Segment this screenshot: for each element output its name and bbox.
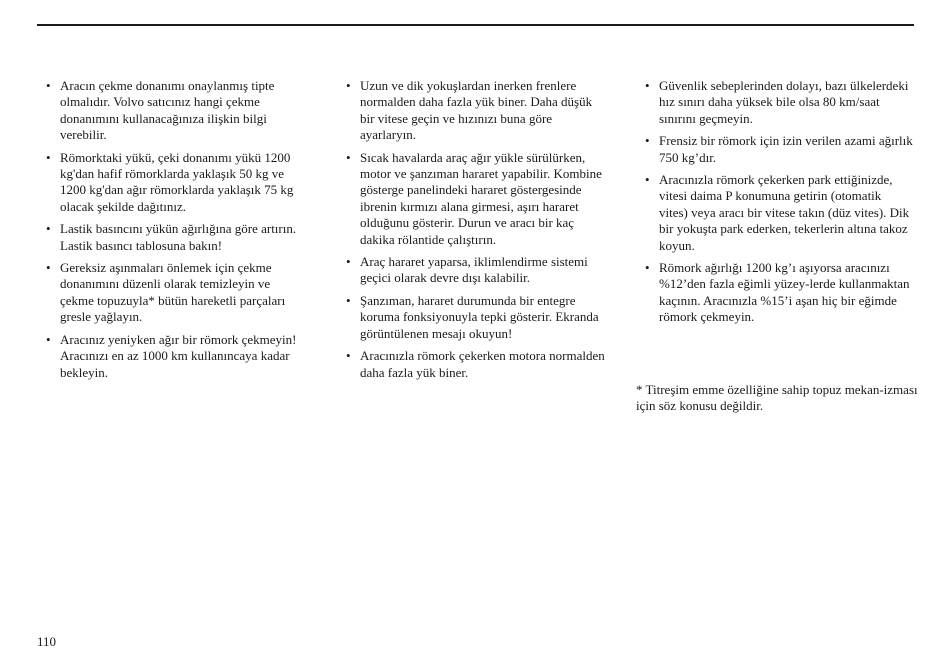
bullet-list (344, 78, 606, 381)
list-item: • Römorktaki yükü, çeki donanımı yükü 1200 kg'dan hafif römorklarda yaklaşık 50 kg ve 1200 kg'dan ağır römorklarda yaklaşık 75 kg olacak şekilde dağıtınız. (44, 150, 306, 216)
list-item: • Uzun ve dik yokuşlardan inerken frenlere normalden daha fazla yük biner. Daha düşük bir vitese geçin ve hızınızı buna göre ayarlaryın. (344, 78, 606, 144)
footnote: * Titreşim emme özelliğine sahip topuz mekan-izması için söz konusu değildir. (636, 382, 918, 414)
list-item: • Römork ağırlığı 1200 kg’ı aşıyorsa aracınızı %12’den fazla eğimli yüzey-lerde kullanmaktan kaçının. Aracınızla %15’i aşan hiç bir eğimde römork çekmeyin. (643, 260, 913, 326)
text-column-3 (643, 78, 913, 332)
list-item: • Aracın çekme donanımı onaylanmış tipte olmalıdır. Volvo satıcınız hangi çekme donanımını kullanacağınıza ilişkin bilgi verebilir. (44, 78, 306, 144)
text-column-2 (344, 78, 606, 387)
list-item: • Gereksiz aşınmaları önlemek için çekme donanımını düzenli olarak temizleyin ve çekme topuzuyla* bütün hareketli parçaları gresle yağlayın. (44, 260, 306, 326)
page-number: 110 (37, 634, 57, 649)
list-item: • Aracınız yeniyken ağır bir römork çekmeyin! Aracınızı en az 1000 km kullanıncaya kadar bekleyin. (44, 332, 306, 381)
list-item: • Araç hararet yaparsa, iklimlendirme sistemi geçici olarak devre dışı kalabilir. (344, 254, 606, 287)
list-item: • Sıcak havalarda araç ağır yükle sürülürken, motor ve şanzıman hararet yapabilir. Kombine gösterge panelindeki hararet göstergesinde ibrenin kırmızı alana girmesi, aşırı hararet olduğunu gösterir. Durun ve aracı bir kaç dakika rölantide çalıştırın. (344, 150, 606, 248)
list-item: • Güvenlik sebeplerinden dolayı, bazı ülkelerdeki hız sınırı daha yüksek bile olsa 80 km/saat sınırını geçmeyin. (643, 78, 913, 127)
list-item: • Frensiz bir römork için izin verilen azami ağırlık 750 kg’dır. (643, 133, 913, 166)
bullet-list (643, 78, 913, 326)
list-item: • Şanzıman, hararet durumunda bir entegre koruma fonksiyonuyla tepki gösterir. Ekranda görüntülenen mesajı okuyun! (344, 293, 606, 342)
list-item: • Lastik basıncını yükün ağırlığına göre artırın. Lastik basıncı tablosuna bakın! (44, 221, 306, 254)
bullet-list (44, 78, 306, 381)
list-item: • Aracınızla römork çekerken park ettiğinizde, vitesi daima P konumuna getirin (otomatik vites) veya aracı bir vitese takın (düz vites). Dik bir yokuşta park ederken, tekerlerin altına takoz koyun. (643, 172, 913, 254)
list-item: • Aracınızla römork çekerken motora normalden daha fazla yük biner. (344, 348, 606, 381)
text-column-1 (44, 78, 306, 387)
header-rule (37, 24, 914, 26)
